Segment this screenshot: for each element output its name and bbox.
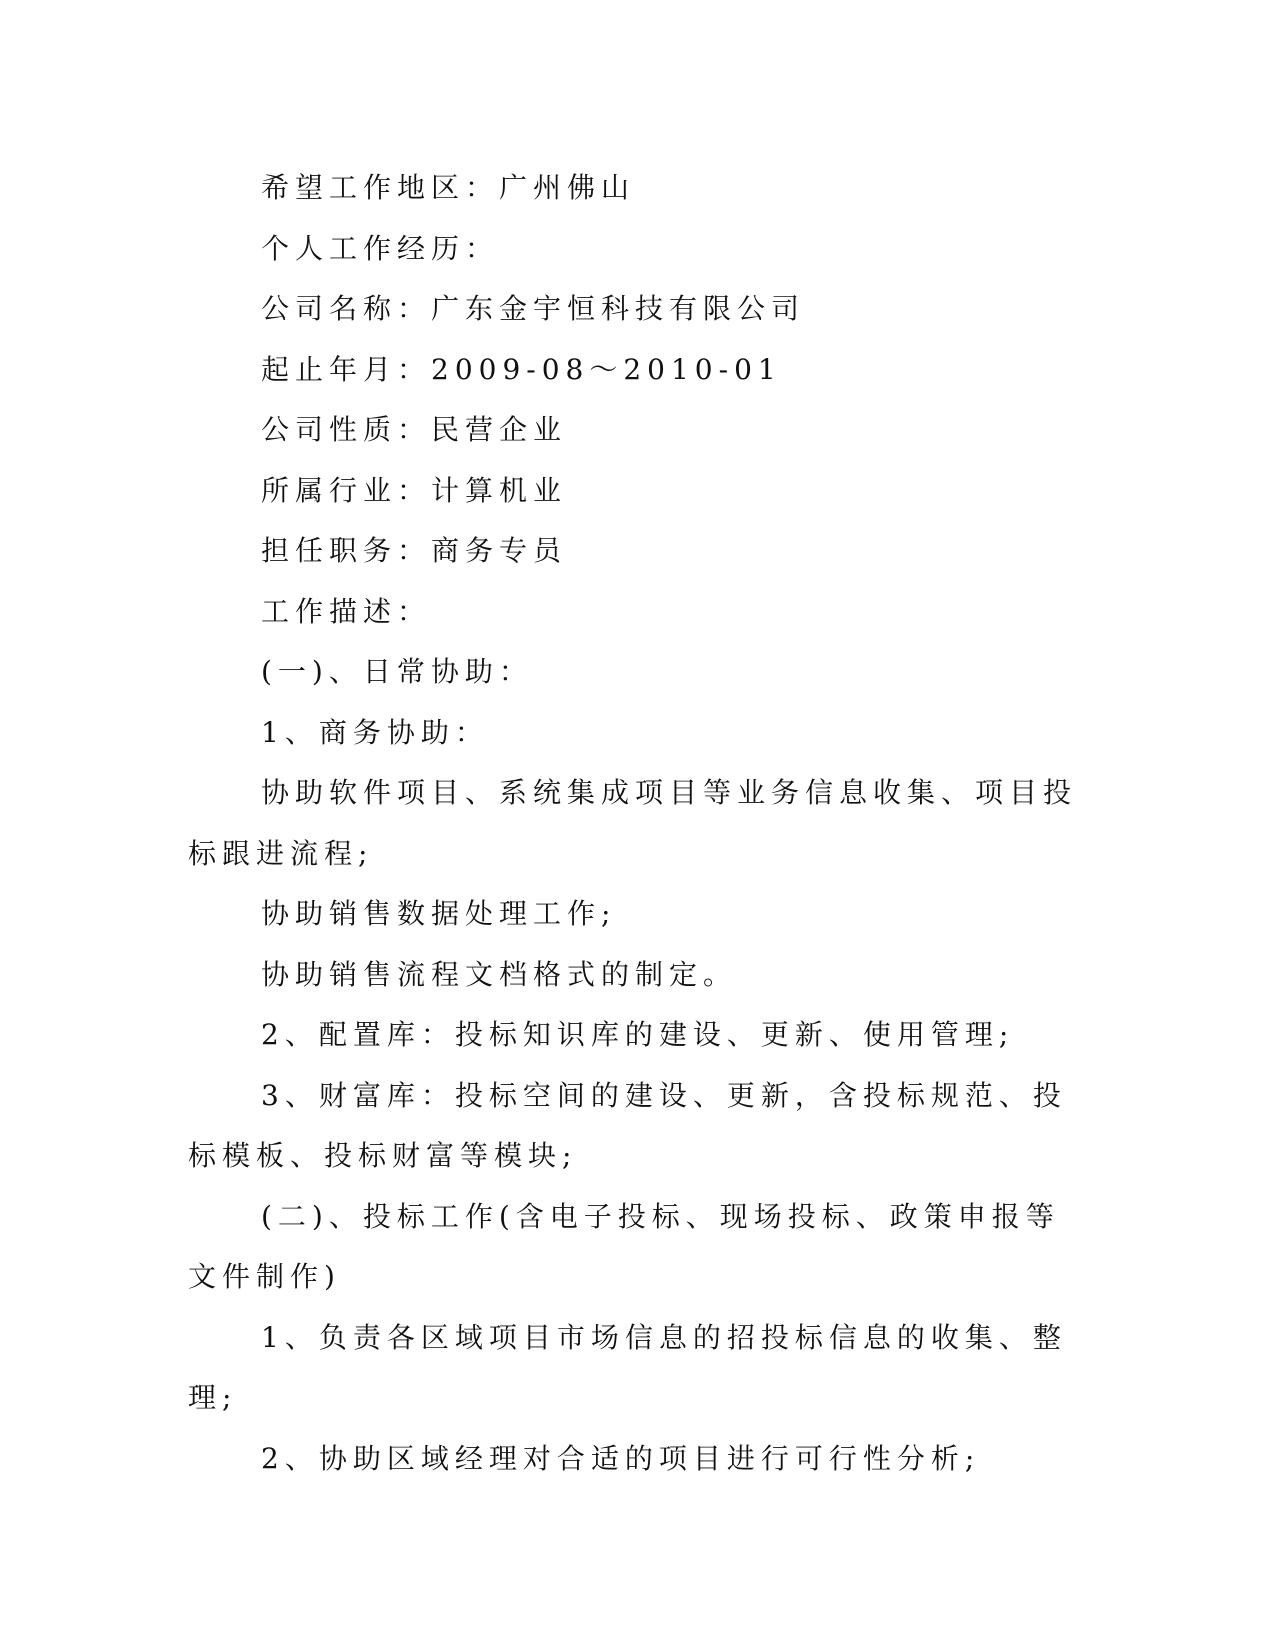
paragraph-company-name: 公司名称：广东金宇恒科技有限公司: [261, 292, 806, 325]
paragraph-assist-project-info: 协助软件项目、系统集成项目等业务信息收集、项目投标跟进流程;: [188, 776, 1078, 870]
paragraph-work-location: 希望工作地区：广州佛山: [261, 171, 636, 204]
paragraph-feasibility-analysis: 2、协助区域经理对合适的项目进行可行性分析;: [261, 1441, 981, 1475]
paragraph-position: 担任职务：商务专员: [261, 534, 568, 567]
paragraph-section-daily-assistance: (一)、日常协助：: [261, 655, 533, 688]
paragraph-industry: 所属行业：计算机业: [261, 473, 568, 507]
paragraph-business-assistance: 1、商务协助：: [261, 715, 489, 749]
paragraph-company-type: 公司性质：民营企业: [261, 413, 568, 446]
paragraph-bid-info-collection: 1、负责各区域项目市场信息的招投标信息的收集、整理;: [188, 1320, 1067, 1414]
document-body: [188, 158, 1088, 1489]
paragraph-section-bidding-work: (二)、投标工作(含电子投标、现场投标、政策申报等文件制作): [188, 1199, 1060, 1293]
paragraph-assist-sales-docs: 协助销售流程文档格式的制定。: [261, 957, 738, 991]
paragraph-job-description-heading: 工作描述：: [261, 594, 432, 628]
paragraph-config-library: 2、配置库：投标知识库的建设、更新、使用管理;: [261, 1018, 1015, 1051]
paragraph-wealth-library: 3、财富库：投标空间的建设、更新，含投标规范、投标模板、投标财富等模块;: [188, 1078, 1067, 1172]
paragraph-work-history-heading: 个人工作经历：: [261, 231, 500, 265]
paragraph-assist-sales-data: 协助销售数据处理工作;: [261, 897, 617, 930]
paragraph-employment-period: 起止年月：2009-08～2010-01: [261, 352, 782, 386]
